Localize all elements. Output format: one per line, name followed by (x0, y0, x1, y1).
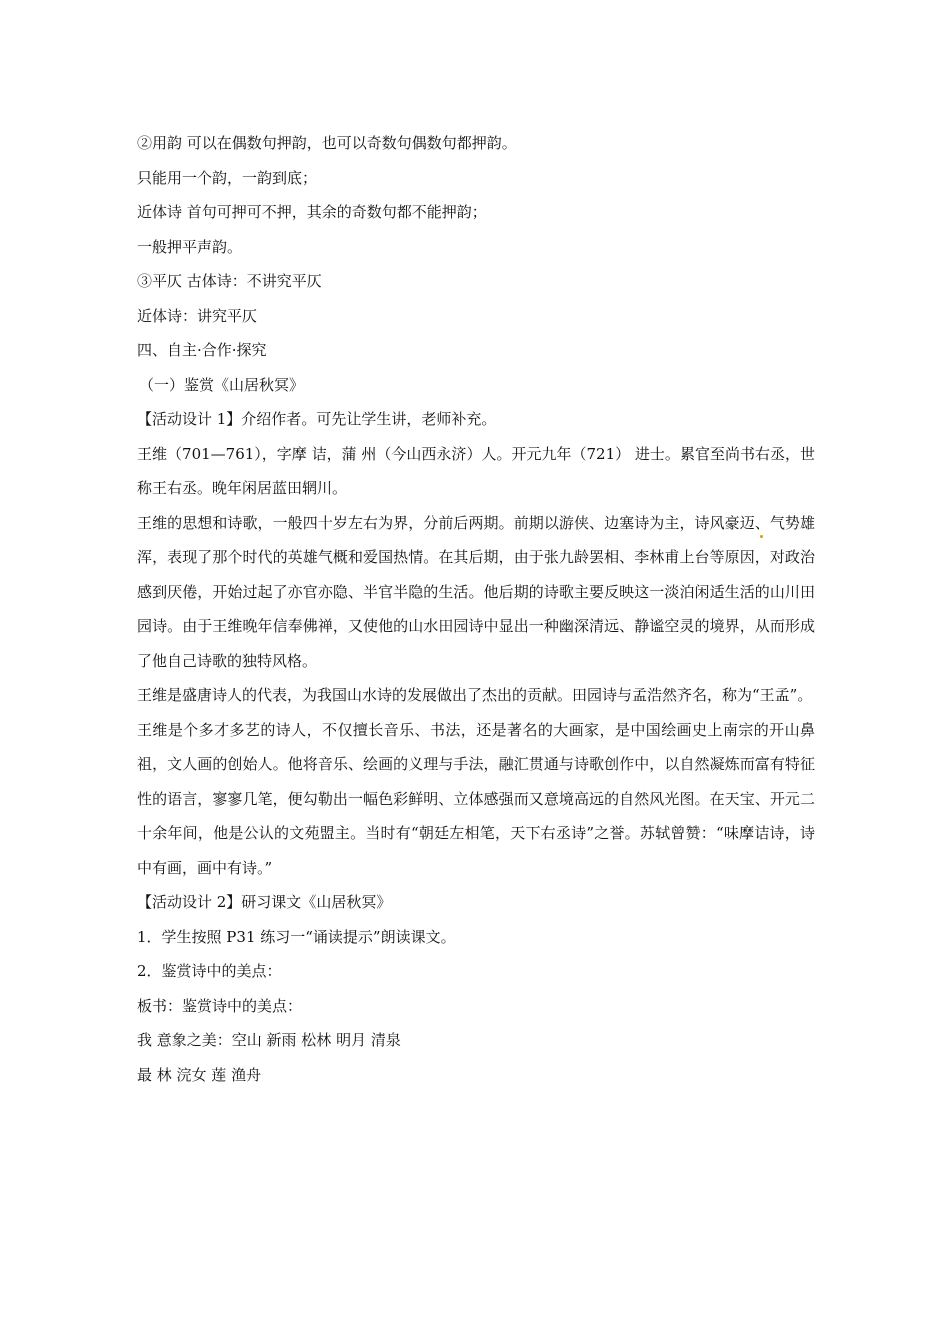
stray-mark (760, 535, 763, 538)
tonal-pattern-line: ③平仄 古体诗：不讲究平仄 (137, 272, 322, 290)
section-heading: 四、自主·合作·探究 (137, 341, 267, 359)
imagery-line-2: 最 林 浣女 莲 渔舟 (137, 1065, 262, 1084)
step-2-line: 2．鉴赏诗中的美点： (137, 962, 282, 980)
step-1-line: 1．学生按照 P31 练习一“诵读提示”朗读课文。 (137, 927, 456, 946)
modern-poem-rhyme-line: 近体诗 首句可押可不押，其余的奇数句都不能押韵； (137, 203, 487, 221)
level-tone-rhyme-line: 一般押平声韵。 (137, 237, 243, 256)
blackboard-line: 板书：鉴赏诗中的美点： (137, 996, 303, 1015)
author-intro-paragraph: 王维（701—761），字摩 诘，蒲 州（今山西永济）人。开元九年（721） 进士。累官至尚书右丞，世称王右丞。晚年闲居蓝田辋川。 (137, 444, 815, 497)
activity-2-heading: 【活动设计 2】研习课文《山居秋冥》 (137, 893, 392, 911)
author-thought-paragraph: 王维的思想和诗歌，一般四十岁左右为界，分前后两期。前期以游侠、边塞诗为主，诗风豪迈、气势雄浑，表现了那个时代的英雄气概和爱国热情。在其后期，由于张九龄罢相、李林甫上台等原因，对政治感到厌倦，开始过起了亦官亦隐、半官半隐的生活。他后期的诗歌主要反映这一淡泊闲适生活的山川田园诗。由于王维晚年信奉佛禅，又使他的山水田园诗中显出一种幽深清远、静谧空灵的境界，从而形成了他自己诗歌的独特风格。 (137, 513, 815, 670)
rhyme-rule-line: ②用韵 可以在偶数句押韵，也可以奇数句偶数句都押韵。 (137, 134, 517, 152)
document-body (137, 126, 815, 1092)
subsection-heading: （一）鉴赏《山居秋冥》 (139, 375, 305, 394)
activity-1-heading: 【活动设计 1】介绍作者。可先让学生讲，老师补充。 (137, 410, 497, 428)
one-rhyme-line: 只能用一个韵，一韵到底； (137, 168, 318, 187)
author-talent-paragraph: 王维是个多才多艺的诗人，不仅擅长音乐、书法，还是著名的大画家，是中国绘画史上南宗的开山鼻祖，文人画的创始人。他将音乐、绘画的义理与手法，融汇贯通与诗歌创作中，以自然凝炼而富有特征性的语言，寥寥几笔，便勾勒出一幅色彩鲜明、立体感强而又意境高远的自然风光图。在天宝、开元二十余年间，他是公认的文苑盟主。当时有“朝廷左相笔，天下右丞诗”之誉。苏轼曾赞：“味摩诘诗，诗中有画，画中有诗。” (137, 720, 815, 877)
author-representative-paragraph: 王维是盛唐诗人的代表，为我国山水诗的发展做出了杰出的贡献。田园诗与孟浩然齐名，称为“王孟”。 (137, 686, 813, 704)
modern-poem-tonal-line: 近体诗：讲究平仄 (137, 306, 258, 325)
imagery-line: 我 意象之美：空山 新雨 松林 明月 清泉 (137, 1031, 401, 1049)
